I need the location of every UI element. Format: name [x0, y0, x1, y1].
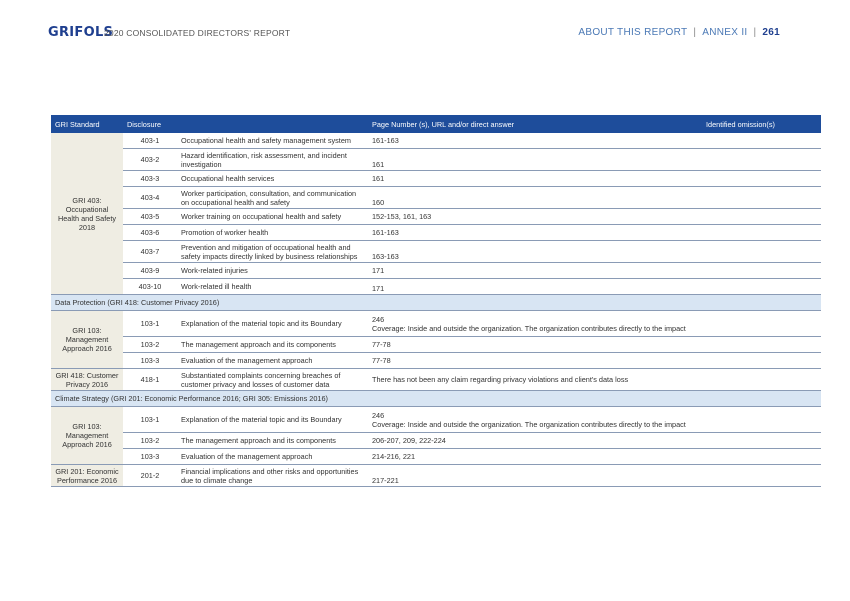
- disclosure-desc: Promotion of worker health: [177, 225, 368, 241]
- page-header: [0, 0, 850, 60]
- gri-standard-cell: GRI 103: Management Approach 2016: [51, 311, 123, 369]
- disclosure-desc: Worker training on occupational health and safety: [177, 209, 368, 225]
- disclosure-code: 201-2: [123, 465, 177, 487]
- disclosure-desc: Explanation of the material topic and its Boundary: [177, 407, 368, 433]
- col-gri-standard: GRI Standard: [51, 115, 123, 133]
- disclosure-desc: Hazard identification, risk assessment, and incident investigation: [177, 149, 368, 171]
- disclosure-desc: The management approach and its components: [177, 337, 368, 353]
- table-row: [51, 209, 821, 225]
- table-row: [51, 407, 821, 433]
- col-omissions: Identified omission(s): [702, 115, 821, 133]
- page-ref-number: 246: [372, 314, 385, 324]
- page-ref: 161-163: [368, 225, 702, 241]
- separator: |: [693, 27, 697, 38]
- omission-cell: [702, 225, 821, 241]
- disclosure-code: 403-1: [123, 133, 177, 149]
- page-ref: There has not been any claim regarding privacy violations and client's data loss: [368, 369, 821, 391]
- disclosure-code: 103-1: [123, 407, 177, 433]
- disclosure-code: 403-9: [123, 263, 177, 279]
- disclosure-desc: Prevention and mitigation of occupational health and safety impacts directly linked by business relationships: [177, 241, 368, 263]
- disclosure-code: 403-2: [123, 149, 177, 171]
- table-row: [51, 133, 821, 149]
- page-ref: 77-78: [368, 353, 702, 369]
- page-ref: [368, 407, 821, 433]
- omission-cell: [702, 465, 821, 487]
- table-row: [51, 279, 821, 295]
- omission-cell: [702, 337, 821, 353]
- page-ref: 206-207, 209, 222-224: [368, 433, 702, 449]
- disclosure-desc: Substantiated complaints concerning breaches of customer privacy and losses of customer data: [177, 369, 368, 391]
- page-ref: 161: [368, 149, 702, 171]
- disclosure-code: 103-1: [123, 311, 177, 337]
- omission-cell: [702, 353, 821, 369]
- section-title: ABOUT THIS REPORT: [578, 27, 688, 38]
- gri-standard-cell: GRI 418: Customer Privacy 2016: [51, 369, 123, 391]
- disclosure-code: 103-2: [123, 433, 177, 449]
- disclosure-code: 103-2: [123, 337, 177, 353]
- col-disclosure: Disclosure: [123, 115, 368, 133]
- table-row: [51, 337, 821, 353]
- table-row: [51, 187, 821, 209]
- table-row: [51, 225, 821, 241]
- omission-cell: [702, 149, 821, 171]
- gri-standard-cell: GRI 201: Economic Performance 2016: [51, 465, 123, 487]
- disclosure-desc: Evaluation of the management approach: [177, 353, 368, 369]
- omission-cell: [702, 187, 821, 209]
- gri-standard-cell: GRI 103: Management Approach 2016: [51, 407, 123, 465]
- page-ref: 163-163: [368, 241, 702, 263]
- page-ref: 77-78: [368, 337, 702, 353]
- report-title: 2020 CONSOLIDATED DIRECTORS' REPORT: [104, 28, 291, 38]
- disclosure-desc: The management approach and its components: [177, 433, 368, 449]
- table-row: [51, 149, 821, 171]
- omission-cell: [702, 279, 821, 295]
- disclosure-code: 403-5: [123, 209, 177, 225]
- table-row: [51, 465, 821, 487]
- table-header-row: [51, 115, 821, 133]
- annex-label: ANNEX II: [702, 27, 748, 38]
- disclosure-code: 403-6: [123, 225, 177, 241]
- page-number: 261: [762, 27, 780, 38]
- page-ref: 171: [368, 263, 702, 279]
- table-row: [51, 263, 821, 279]
- grifols-logo: GRIFOLS: [48, 25, 114, 40]
- omission-cell: [702, 209, 821, 225]
- table-row: [51, 353, 821, 369]
- col-page-number: Page Number (s), URL and/or direct answer: [368, 115, 702, 133]
- disclosure-code: 103-3: [123, 353, 177, 369]
- section-title-climate-strategy: Climate Strategy (GRI 201: Economic Performance 2016; GRI 305: Emissions 2016): [51, 391, 821, 407]
- section-row: [51, 391, 821, 407]
- page-ref-coverage: Coverage: Inside and outside the organization. The organization contributes directly to the impact: [372, 419, 686, 429]
- disclosure-desc: Work-related injuries: [177, 263, 368, 279]
- disclosure-desc: Evaluation of the management approach: [177, 449, 368, 465]
- disclosure-desc: Occupational health and safety management system: [177, 133, 368, 149]
- omission-cell: [702, 433, 821, 449]
- gri-index-table: [51, 115, 821, 487]
- header-nav: [578, 27, 780, 38]
- omission-cell: [702, 241, 821, 263]
- omission-cell: [702, 171, 821, 187]
- omission-cell: [702, 133, 821, 149]
- table-row: [51, 241, 821, 263]
- section-row: [51, 295, 821, 311]
- gri-standard-cell: GRI 403: Occupational Health and Safety 2018: [51, 133, 123, 295]
- page-ref: 160: [368, 187, 702, 209]
- page-ref: [368, 311, 821, 337]
- disclosure-code: 418-1: [123, 369, 177, 391]
- page-ref-number: 246: [372, 410, 385, 420]
- disclosure-desc: Work-related ill health: [177, 279, 368, 295]
- table-row: [51, 171, 821, 187]
- table-row: [51, 369, 821, 391]
- disclosure-code: 403-3: [123, 171, 177, 187]
- separator: |: [753, 27, 757, 38]
- page-ref: 152-153, 161, 163: [368, 209, 702, 225]
- page-ref: 161: [368, 171, 702, 187]
- section-title-data-protection: Data Protection (GRI 418: Customer Privacy 2016): [51, 295, 821, 311]
- disclosure-code: 103-3: [123, 449, 177, 465]
- page-ref-coverage: Coverage: Inside and outside the organization. The organization contributes directly to the impact: [372, 323, 686, 333]
- page-ref: 161-163: [368, 133, 702, 149]
- disclosure-desc: Occupational health services: [177, 171, 368, 187]
- disclosure-code: 403-7: [123, 241, 177, 263]
- omission-cell: [702, 449, 821, 465]
- table-row: [51, 433, 821, 449]
- disclosure-desc: Financial implications and other risks and opportunities due to climate change: [177, 465, 368, 487]
- disclosure-code: 403-10: [123, 279, 177, 295]
- disclosure-desc: Explanation of the material topic and its Boundary: [177, 311, 368, 337]
- page-ref: 217-221: [368, 465, 702, 487]
- table-row: [51, 449, 821, 465]
- page-ref: 171: [368, 279, 702, 295]
- page-ref: 214-216, 221: [368, 449, 702, 465]
- disclosure-desc: Worker participation, consultation, and communication on occupational health and safety: [177, 187, 368, 209]
- omission-cell: [702, 263, 821, 279]
- disclosure-code: 403-4: [123, 187, 177, 209]
- table-row: [51, 311, 821, 337]
